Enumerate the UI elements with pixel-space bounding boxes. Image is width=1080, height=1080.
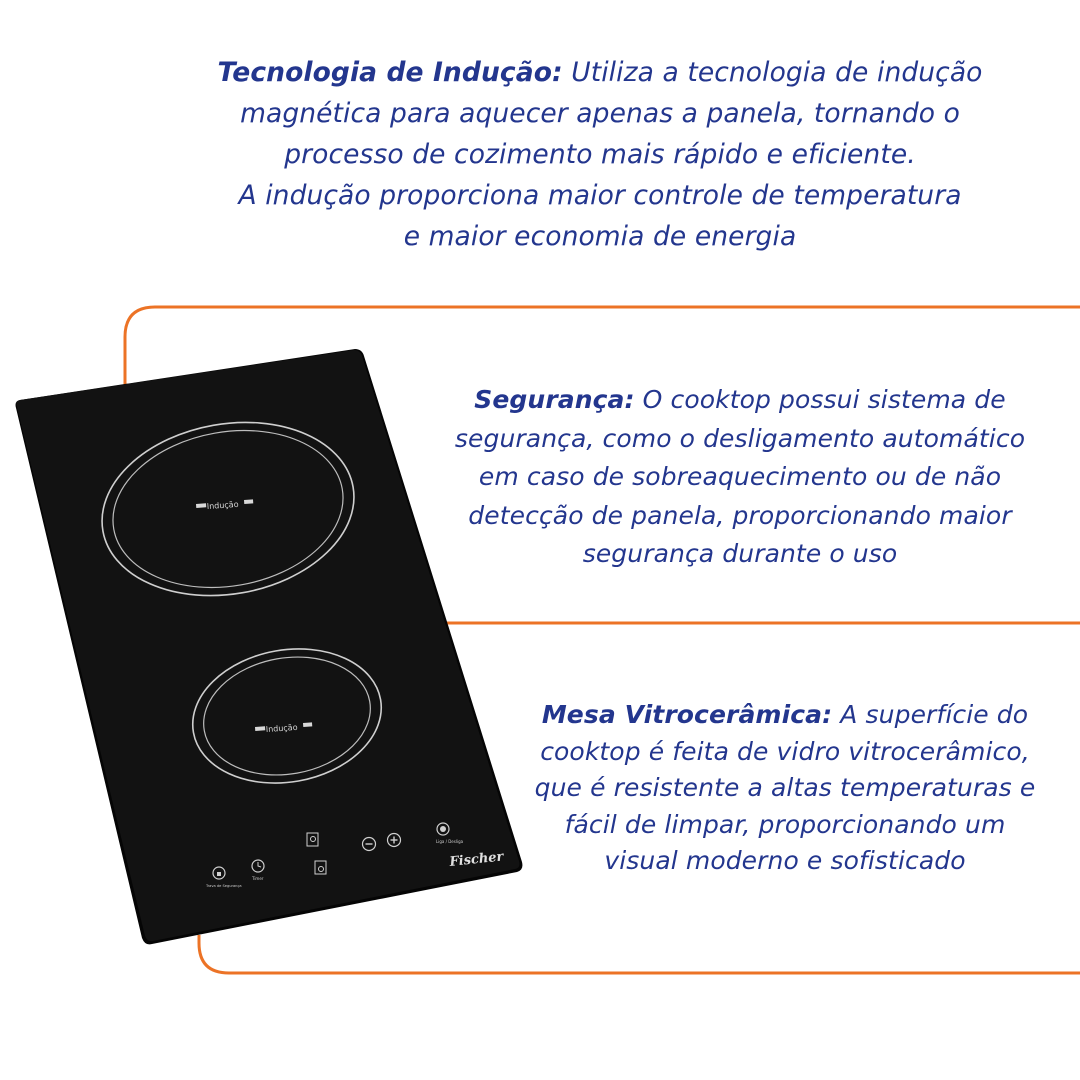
safety-line-1: O cooktop possui sistema de [634,385,1006,414]
safety-line-5: segurança durante o uso [582,539,898,568]
intro-line-5: e maior economia de energia [403,221,797,252]
safety-heading: Segurança: [474,385,635,414]
safety-line-3: em caso de sobreaquecimento ou de não [478,462,1002,491]
intro-line-1: Utiliza a tecnologia de indução [562,57,983,88]
safety-line-2: segurança, como o desligamento automático [454,423,1026,453]
timer-label: Timer [252,876,264,881]
ceramic-line-3: que é resistente a altas temperaturas e [534,773,1036,802]
bottom-burner-label: Indução [265,722,298,734]
ceramic-line-5: visual moderno e sofisticado [604,846,966,875]
ceramic-line-2: cooktop é feita de vidro vitrocerâmico, [540,736,1030,766]
intro-line-4: A indução proporciona maior controle de temperatura [238,180,962,211]
intro-line-3: processo de cozimento mais rápido e eficiente. [284,139,916,170]
induction-heading: Tecnologia de Indução: [217,57,563,88]
safety-text [430,381,1050,574]
ceramic-heading: Mesa Vitrocerâmica: [541,700,833,729]
lock-label: Trava de Segurança [206,884,242,888]
frame-bottom-curve [199,935,1080,973]
induction-technology-text [180,52,1020,257]
ceramic-line-4: fácil de limpar, proporcionando um [564,809,1006,839]
brand-logo: Fischer [448,849,505,870]
intro-line-2: magnética para aquecer apenas a panela, tornando o [240,98,960,129]
ceramic-surface-text [520,697,1050,880]
ceramic-line-1: A superfície do [832,700,1029,729]
power-label: Liga / Desliga [436,839,464,844]
top-burner-label: Indução [206,499,239,511]
safety-line-4: detecção de panela, proporcionando maior [468,500,1012,530]
